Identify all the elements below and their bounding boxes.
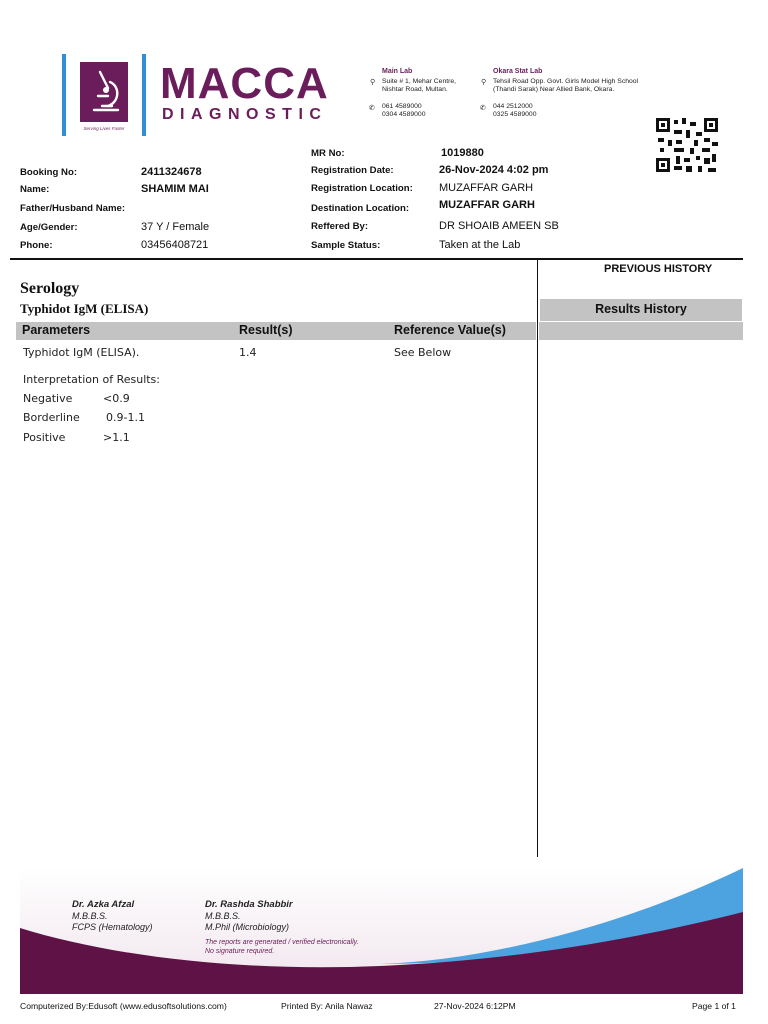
doctor1-degree: M.B.B.S. (72, 911, 108, 921)
note-line1: The reports are generated / verified electronically. (205, 939, 359, 946)
mr-no-label: MR No: (311, 148, 345, 159)
location-pin-icon: ⚲ (370, 79, 376, 86)
main-lab-phone2: 0304 4589000 (382, 111, 426, 119)
interp-positive-label: Positive (23, 431, 66, 444)
sample-status-label: Sample Status: (311, 240, 381, 251)
destination-location-label: Destination Location: (311, 203, 410, 214)
previous-history-title: PREVIOUS HISTORY (604, 263, 713, 275)
registration-location-label: Registration Location: (311, 183, 413, 194)
mr-no-value: 1019880 (441, 147, 484, 159)
doctor1-specialty: FCPS (Hematology) (72, 922, 153, 932)
main-lab-phone1: 061 4589000 (382, 103, 422, 110)
phone-icon: ✆ (369, 105, 375, 112)
patient-name-value: SHAMIM MAI (141, 183, 209, 195)
brand-name: MACCA (160, 59, 329, 108)
doctor2-specialty: M.Phil (Microbiology) (205, 922, 290, 932)
phone-label: Phone: (20, 240, 53, 251)
registration-location-value: MUZAFFAR GARH (439, 182, 534, 194)
destination-location-value: MUZAFFAR GARH (439, 199, 535, 211)
name-label: Name: (20, 184, 50, 195)
interp-negative-label: Negative (23, 392, 73, 405)
okara-lab-title: Okara Stat Lab (493, 68, 543, 75)
history-divider (537, 259, 538, 857)
okara-lab-address-line2: (Thandi Sarak) Near Allied Bank, Okara. (493, 86, 615, 94)
doctor1-name: Dr. Azka Afzal (72, 899, 135, 910)
main-lab-phones (382, 103, 425, 120)
printed-at: 27-Nov-2024 6:12PM (434, 1001, 516, 1011)
result-row-value: 1.4 (239, 346, 257, 359)
booking-no-value: 2411324678 (141, 166, 202, 178)
brand-subtitle: DIAGNOSTIC (162, 106, 328, 123)
referred-by-label: Reffered By: (311, 221, 369, 232)
referred-by-value: DR SHOAIB AMEEN SB (439, 220, 559, 232)
section-title: Serology (20, 280, 80, 297)
age-gender-value: 37 Y / Female (141, 221, 210, 233)
doctor2-degree: M.B.B.S. (205, 911, 241, 921)
okara-lab-address (493, 78, 638, 95)
okara-lab-phone2: 0325 4589000 (493, 111, 537, 119)
okara-lab-phones (493, 103, 536, 120)
col-results: Result(s) (239, 323, 293, 337)
phone-value: 03456408721 (141, 239, 209, 251)
result-row-param: Typhidot IgM (ELISA). (23, 346, 140, 359)
main-lab-address-line1: Suite # 1, Mehar Centre, (382, 78, 457, 85)
phone-icon: ✆ (480, 105, 486, 112)
main-lab-address (382, 78, 456, 95)
interp-borderline-label: Borderline (23, 411, 80, 424)
note-line2: No signature required. (205, 948, 275, 955)
microscope-logo-icon (80, 62, 128, 122)
printed-by: Printed By: Anila Nawaz (281, 1001, 373, 1011)
logo-bar-left (62, 54, 66, 136)
interp-positive-value: >1.1 (103, 431, 130, 444)
logo-bar-right (142, 54, 146, 136)
computerized-by: Computerized By:Edusoft (www.edusoftsolutions.com) (20, 1001, 227, 1011)
interp-borderline-value: 0.9-1.1 (106, 411, 145, 424)
col-parameters: Parameters (22, 323, 91, 337)
qr-code-icon (656, 118, 718, 172)
registration-date-value: 26-Nov-2024 4:02 pm (439, 164, 549, 176)
col-reference: Reference Value(s) (394, 323, 506, 337)
doctor2-name: Dr. Rashda Shabbir (205, 899, 293, 910)
okara-lab-phone1: 044 2512000 (493, 103, 533, 110)
doctor2-credentials (205, 911, 289, 933)
results-history-title: Results History (595, 302, 687, 316)
test-title: Typhidot IgM (ELISA) (20, 301, 149, 316)
interpretation-title: Interpretation of Results: (23, 373, 160, 386)
location-pin-icon: ⚲ (481, 79, 487, 86)
booking-no-label: Booking No: (20, 167, 78, 178)
okara-lab-address-line1: Tehsil Road Opp. Govt. Girls Model High School (493, 78, 639, 85)
father-husband-label: Father/Husband Name: (20, 203, 126, 214)
electronic-verification-note (205, 938, 359, 956)
brand-tagline: Serving Lives Faster (83, 126, 125, 131)
doctor1-credentials (72, 911, 153, 933)
main-lab-title: Main Lab (382, 68, 413, 75)
interp-negative-value: <0.9 (103, 392, 130, 405)
result-row-reference: See Below (394, 346, 452, 359)
page-number: Page 1 of 1 (692, 1001, 736, 1011)
registration-date-label: Registration Date: (311, 165, 394, 176)
history-header-bar (539, 322, 743, 340)
sample-status-value: Taken at the Lab (439, 239, 521, 251)
main-lab-address-line2: Nishtar Road, Multan. (382, 86, 448, 94)
age-gender-label: Age/Gender: (20, 222, 78, 233)
header-divider (10, 258, 743, 260)
